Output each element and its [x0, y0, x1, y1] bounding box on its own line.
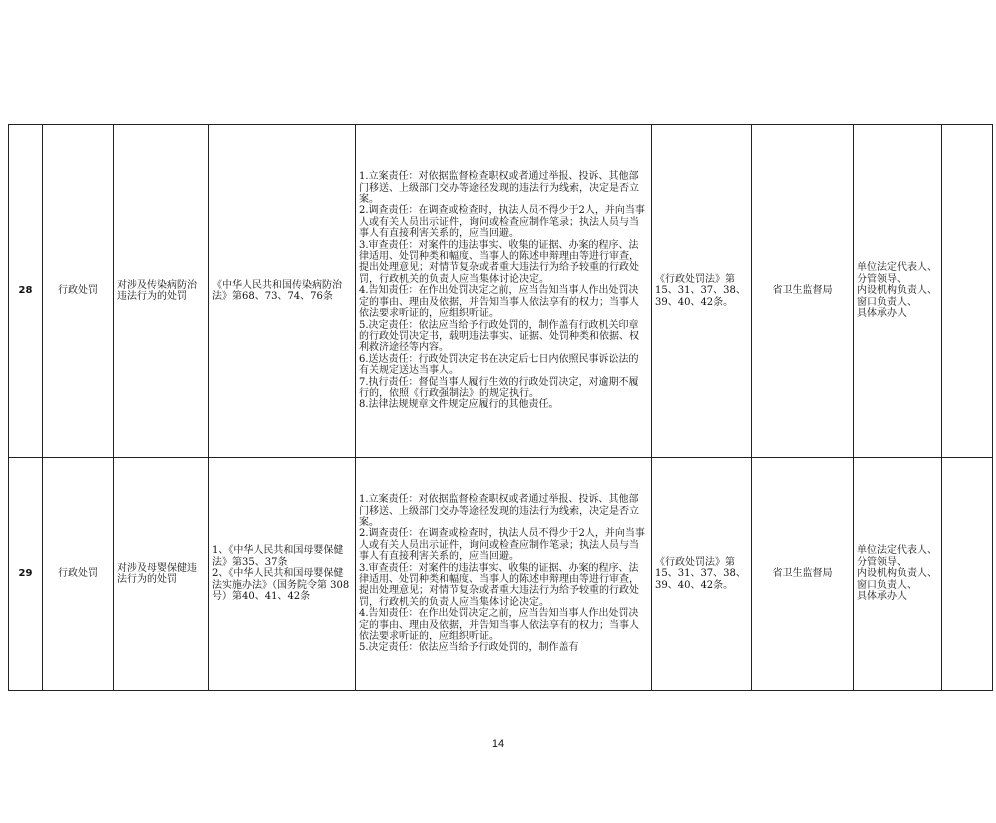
responsibility-item: 7.执行责任：督促当事人履行生效的行政处罚决定，对逾期不履行的，依照《行政强制法》的规定执行。 [359, 376, 639, 399]
responsibility-item: 5.决定责任：依法应当给予行政处罚的，制作盖有 [359, 642, 579, 654]
responsibility-item: 1.立案责任：对依据监督检查职权或者通过举报、投诉、其他部门移送、上级部门交办等途径发现的违法行为线索，决定是否立案。 [359, 171, 639, 206]
power-category: 行政处罚 [43, 125, 114, 458]
responsible-persons: 单位法定代表人、 分管领导、 内设机构负责人、 窗口负责人、 具体承办人 [854, 458, 942, 691]
responsibility-item: 5.决定责任：依法应当给予行政处罚的，制作盖有行政机关印章的行政处罚决定书，载明违法事实、证据、处罚种类和依据、权利救济途径等内容。 [359, 319, 639, 354]
responsibility-item: 6.送达责任：行政处罚决定书在决定后七日内依照民事诉讼法的有关规定送达当事人。 [359, 353, 639, 377]
responsible-department: 省卫生监督局 [752, 458, 854, 691]
responsibility-item: 4.告知责任：在作出处罚决定之前，应当告知当事人作出处罚决定的事由、理由及依据，并告知当事人依法享有的权力；当事人依法要求听证的，应组织听证。 [359, 285, 639, 320]
responsibility-item: 3.审查责任：对案件的违法事实、收集的证据、办案的程序、法律适用、处罚种类和幅度、当事人的陈述申辩理由等进行审查，提出处理意见；对情节复杂或者重大违法行为给予较重的行政处罚，行政机关的负责人应当集体讨论决定。 [359, 562, 639, 608]
accountability-basis: 《行政处罚法》第15、31、37、38、39、40、42条。 [652, 125, 752, 458]
legal-basis: 1、《中华人民共和国母婴保健法》第35、37条 2、《中华人民共和国母婴保健法实施办法》（国务院令第 308 号）第40、41、42条 [209, 458, 356, 691]
accountability-basis: 《行政处罚法》第15、31、37、38、39、40、42条。 [652, 458, 752, 691]
table-row [9, 125, 993, 458]
row-number: 28 [9, 125, 43, 458]
responsibility-item: 8.法律法规规章文件规定应履行的其他责任。 [359, 399, 559, 411]
responsible-persons: 单位法定代表人、 分管领导、 内设机构负责人、 窗口负责人、 具体承办人 [854, 125, 942, 458]
responsibility-item: 2.调查责任：在调查或检查时，执法人员不得少于2人，并向当事人或有关人员出示证件，询问或检查应制作笔录；执法人员与当事人有直接利害关系的，应当回避。 [359, 205, 645, 240]
power-item: 对涉及传染病防治违法行为的处罚 [114, 125, 209, 458]
table-row [9, 458, 993, 691]
power-category: 行政处罚 [43, 458, 114, 691]
legal-basis: 《中华人民共和国传染病防治法》第68、73、74、76条 [209, 125, 356, 458]
remark-cell [942, 458, 993, 691]
responsibility-list [356, 125, 652, 458]
responsibility-item: 4.告知责任：在作出处罚决定之前，应当告知当事人作出处罚决定的事由、理由及依据，并告知当事人依法享有的权力；当事人依法要求听证的，应组织听证。 [359, 608, 639, 643]
responsibility-item: 2.调查责任：在调查或检查时，执法人员不得少于2人，并向当事人或有关人员出示证件，询问或检查应制作笔录；执法人员与当事人有直接利害关系的，应当回避。 [359, 528, 645, 563]
page-number: 14 [491, 738, 505, 750]
remark-cell [942, 125, 993, 458]
responsibility-item: 3.审查责任：对案件的违法事实、收集的证据、办案的程序、法律适用、处罚种类和幅度、当事人的陈述申辩理由等进行审查，提出处理意见；对情节复杂或者重大违法行为给予较重的行政处罚，行政机关的负责人应当集体讨论决定。 [359, 239, 639, 285]
responsible-department: 省卫生监督局 [752, 125, 854, 458]
power-item: 对涉及母婴保健违法行为的处罚 [114, 458, 209, 691]
responsibility-item: 1.立案责任：对依据监督检查职权或者通过举报、投诉、其他部门移送、上级部门交办等途径发现的违法行为线索，决定是否立案。 [359, 494, 639, 528]
power-list-table [8, 124, 993, 691]
row-number: 29 [9, 458, 43, 691]
responsibility-list [356, 458, 652, 691]
